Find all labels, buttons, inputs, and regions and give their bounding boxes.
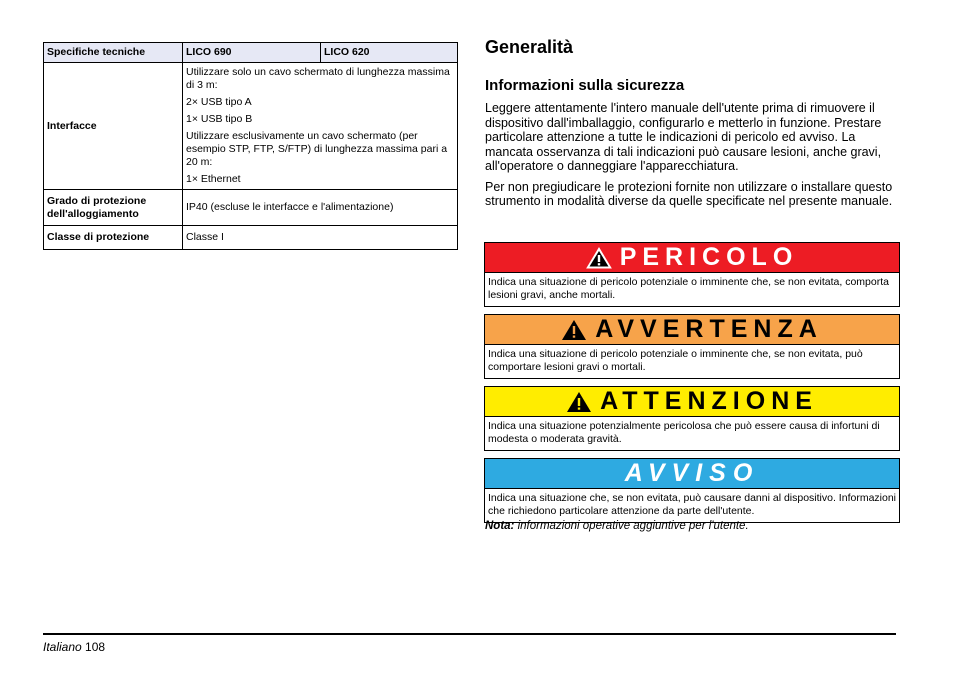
notice-text: Indica una situazione di pericolo potenziale o imminente che, se non evitata, può comportare lesioni gravi o mortali.: [488, 348, 863, 373]
row-label: Classe di protezione: [44, 226, 183, 250]
notice-notice: [484, 458, 900, 523]
notice-title: ATTENZIONE: [600, 387, 818, 415]
interface-line: Utilizzare esclusivamente un cavo schermato (per esempio STP, FTP, S/FTP) di lunghezza massima pari a 20 m:: [186, 130, 448, 168]
section-subtitle: Informazioni sulla sicurezza: [485, 77, 685, 94]
warning-triangle-icon: [566, 391, 592, 413]
general-section: [485, 36, 898, 215]
notice-title: PERICOLO: [619, 243, 799, 271]
note-label: Nota:: [485, 520, 515, 532]
body-paragraph: Leggere attentamente l'intero manuale dell'utente prima di rimuovere il dispositivo dall'imballaggio, configurarlo e metterlo in funzione. Prestare particolare attenzione a tutte le indicazioni di pericolo ed avviso. La mancata osservanza di tali indicazioni può causare lesioni, anche gravi, all'operatore o danneggiare l'apparecchiatura.: [485, 101, 882, 173]
row-label: Grado di protezione dell'alloggiamento: [44, 190, 183, 226]
table-row: [44, 226, 458, 250]
table-row: [44, 63, 458, 190]
table-header-row: [44, 43, 458, 63]
notice-header: [485, 315, 899, 345]
table-header-cell: Specifiche tecniche: [44, 43, 183, 63]
notice-danger: [484, 242, 900, 307]
notice-title: AVVISO: [624, 459, 760, 487]
footer-divider: [43, 633, 896, 635]
page-number: 108: [85, 640, 106, 654]
interface-line: 1× Ethernet: [186, 173, 241, 185]
note-line: [485, 520, 749, 532]
body-paragraph: Per non pregiudicare le protezioni fornite non utilizzare o installare questo strumento in modalità diverse da quelle specificate nel presente manuale.: [485, 179, 893, 208]
notice-title: AVVERTENZA: [595, 315, 823, 343]
notice-text: Indica una situazione potenzialmente pericolosa che può essere causa di infortuni di modesta o moderata gravità.: [488, 420, 880, 445]
row-value: [183, 63, 458, 190]
notice-warning: [484, 314, 900, 379]
footer: [43, 640, 105, 654]
specs-table: [43, 42, 458, 250]
notice-header: [485, 459, 899, 489]
row-label: Interfacce: [44, 63, 183, 190]
note-text: informazioni operative aggiuntive per l'utente.: [517, 520, 749, 532]
table-header-cell: LICO 620: [321, 43, 458, 63]
section-title: Generalità: [485, 37, 574, 57]
interface-line: 1× USB tipo B: [186, 113, 253, 125]
row-value: IP40 (escluse le interfacce e l'alimentazione): [183, 190, 458, 226]
notice-text: Indica una situazione di pericolo potenziale o imminente che, se non evitata, comporta lesioni gravi, anche mortali.: [488, 276, 889, 301]
notice-caution: [484, 386, 900, 451]
warning-triangle-icon: [586, 247, 612, 269]
notice-header: [485, 243, 899, 273]
table-row: [44, 190, 458, 226]
row-value: Classe I: [183, 226, 458, 250]
interface-line: Utilizzare solo un cavo schermato di lunghezza massima di 3 m:: [186, 66, 450, 91]
interface-line: 2× USB tipo A: [186, 96, 252, 108]
notice-text: Indica una situazione che, se non evitata, può causare danni al dispositivo. Informazioni che richiedono particolare attenzione da parte dell'utente.: [488, 492, 897, 517]
notice-header: [485, 387, 899, 417]
table-header-cell: LICO 690: [183, 43, 321, 63]
warning-triangle-icon: [561, 319, 587, 341]
footer-language: Italiano: [43, 640, 82, 654]
